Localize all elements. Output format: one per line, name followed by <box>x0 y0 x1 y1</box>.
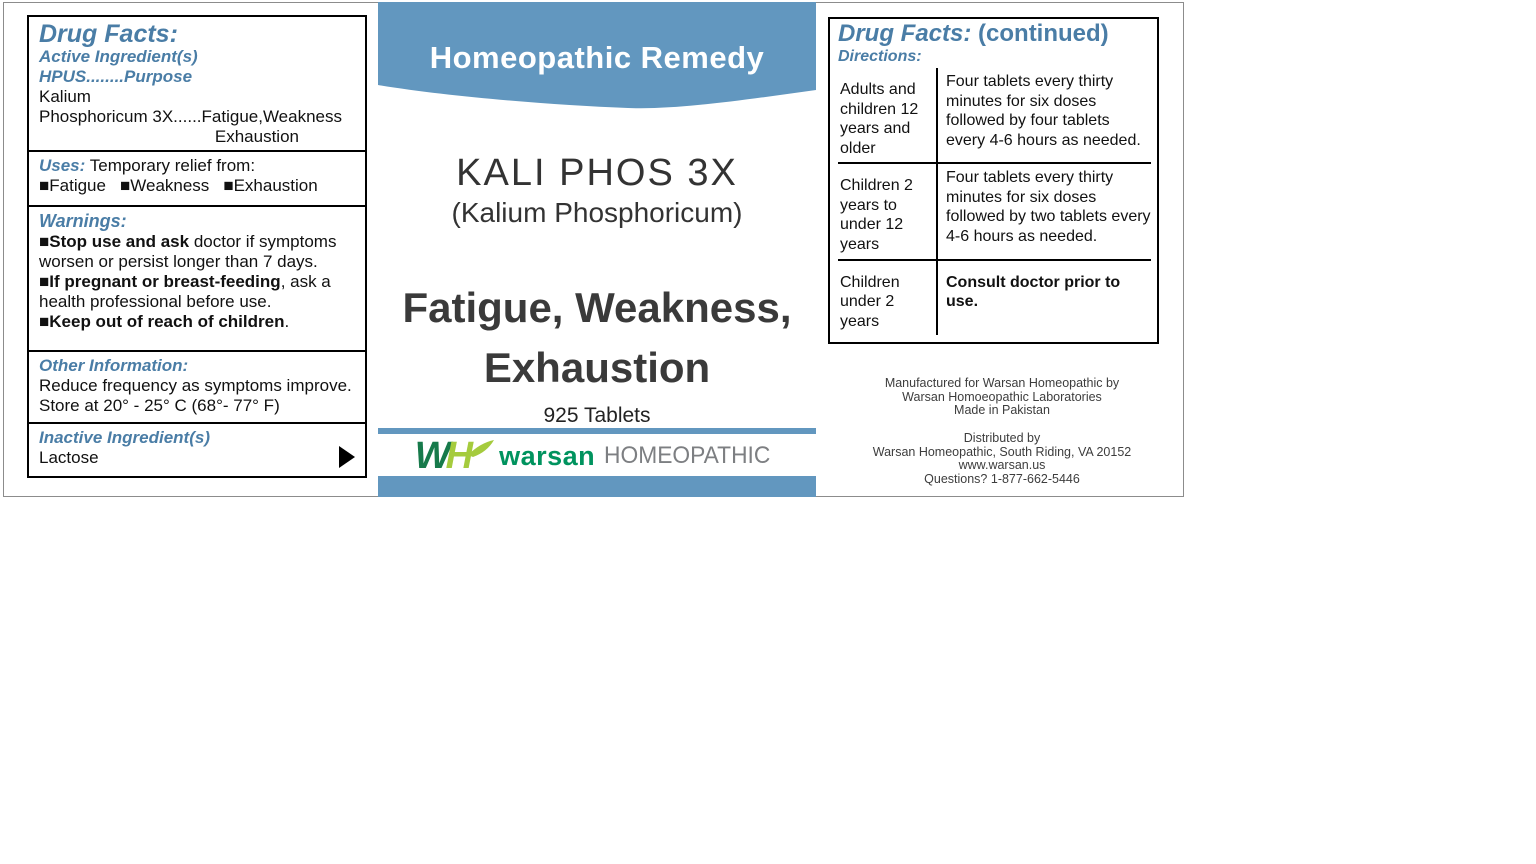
uses-item: ■Fatigue <box>39 175 106 195</box>
banner-title: Homeopathic Remedy <box>429 40 765 75</box>
other-information-heading: Other Information: <box>39 356 189 375</box>
bottom-blue-bar <box>378 476 816 497</box>
warning-item: ■If pregnant or breast-feeding, ask a health professional before use. <box>39 271 331 311</box>
other-information-line: Reduce frequency as symptoms improve. <box>39 376 352 395</box>
manufacturer-line: Made in Pakistan <box>954 403 1050 417</box>
logo-brand-type: HOMEOPATHIC <box>604 442 771 469</box>
uses-item: ■Exhaustion <box>223 175 318 195</box>
warnings-section <box>29 205 365 350</box>
inactive-ingredient-section <box>29 422 365 476</box>
inactive-ingredient-heading: Inactive Ingredient(s) <box>39 428 210 447</box>
dosage-group-cell: Adults and children 12 years and older <box>838 68 938 164</box>
manufacturer-line: Manufactured for Warsan Homeopathic by <box>884 376 1120 390</box>
divider-line <box>378 428 816 434</box>
uses-item: ■Weakness <box>119 175 210 195</box>
uses-section <box>29 150 365 205</box>
homeopathic-remedy-banner <box>378 2 816 122</box>
logo-letter-h: H <box>445 434 474 477</box>
distributor-line: Questions? 1-877-662-5446 <box>924 471 1080 486</box>
warning-item: ■Keep out of reach of children. <box>39 311 290 331</box>
dosage-instruction-cell: Consult doctor prior to use. <box>946 273 1121 311</box>
other-information-section <box>29 350 365 422</box>
indication-line: Fatigue, Weakness, <box>402 284 792 331</box>
directions-heading: Directions: <box>838 48 922 66</box>
drug-facts-panel <box>27 15 367 478</box>
dosage-group-cell: Children 2 years to under 12 years <box>838 164 938 260</box>
distributor-line: Distributed by <box>963 431 1041 445</box>
uses-heading: Uses: <box>39 156 86 175</box>
warsan-logo <box>378 434 816 477</box>
dosage-group-cell: Children under 2 years <box>838 261 938 336</box>
active-ingredient-line: Exhaustion <box>214 127 299 146</box>
product-name: KALI PHOS 3X <box>456 152 738 194</box>
warning-item: ■Stop use and ask doctor if symptoms worsen or persist longer than 7 days. <box>39 232 337 271</box>
latin-name: (Kalium Phosphoricum) <box>451 197 743 228</box>
manufacturer-line: Warsan Homoeopathic Laboratories <box>902 389 1102 404</box>
distributor-line: Warsan Homeopathic, South Riding, VA 20152 <box>872 444 1132 459</box>
active-ingredient-section <box>29 17 365 150</box>
drug-facts-continued-title: Drug Facts: (continued) <box>838 20 1109 47</box>
dosage-instruction-cell: Four tablets every thirty minutes for six doses followed by four tablets every 4-6 hours as needed. <box>938 68 1151 164</box>
logo-brand-name: warsan <box>499 440 596 471</box>
active-ingredient-heading: Active Ingredient(s) HPUS........Purpose <box>39 47 198 87</box>
drug-facts-continued-panel <box>828 17 1159 344</box>
logo-leaf-icon <box>467 440 495 460</box>
triangle-right-icon <box>339 446 355 468</box>
other-information-line: Store at 20° - 25° C (68°- 77° F) <box>39 395 280 415</box>
drug-facts-title: Drug Facts: <box>39 20 178 48</box>
dosage-instruction-cell: Four tablets every thirty minutes for six doses followed by two tablets every 4-6 hours as needed. <box>938 164 1151 260</box>
active-ingredient-line: Kalium <box>39 87 91 107</box>
tablet-count: 925 Tablets <box>543 404 651 427</box>
active-ingredient-line: Phosphoricum 3X......Fatigue,Weakness <box>39 107 343 127</box>
dosage-table <box>838 68 1151 335</box>
manufacturer-info <box>822 377 1182 418</box>
distributor-line: www.warsan.us <box>958 458 1046 472</box>
inactive-ingredient-value: Lactose <box>39 448 99 467</box>
uses-intro: Temporary relief from: <box>89 156 256 175</box>
logo-letter-w: W <box>414 434 449 477</box>
indication-line: Exhaustion <box>483 344 711 391</box>
distributor-info <box>822 432 1182 486</box>
warnings-heading: Warnings: <box>39 211 127 231</box>
